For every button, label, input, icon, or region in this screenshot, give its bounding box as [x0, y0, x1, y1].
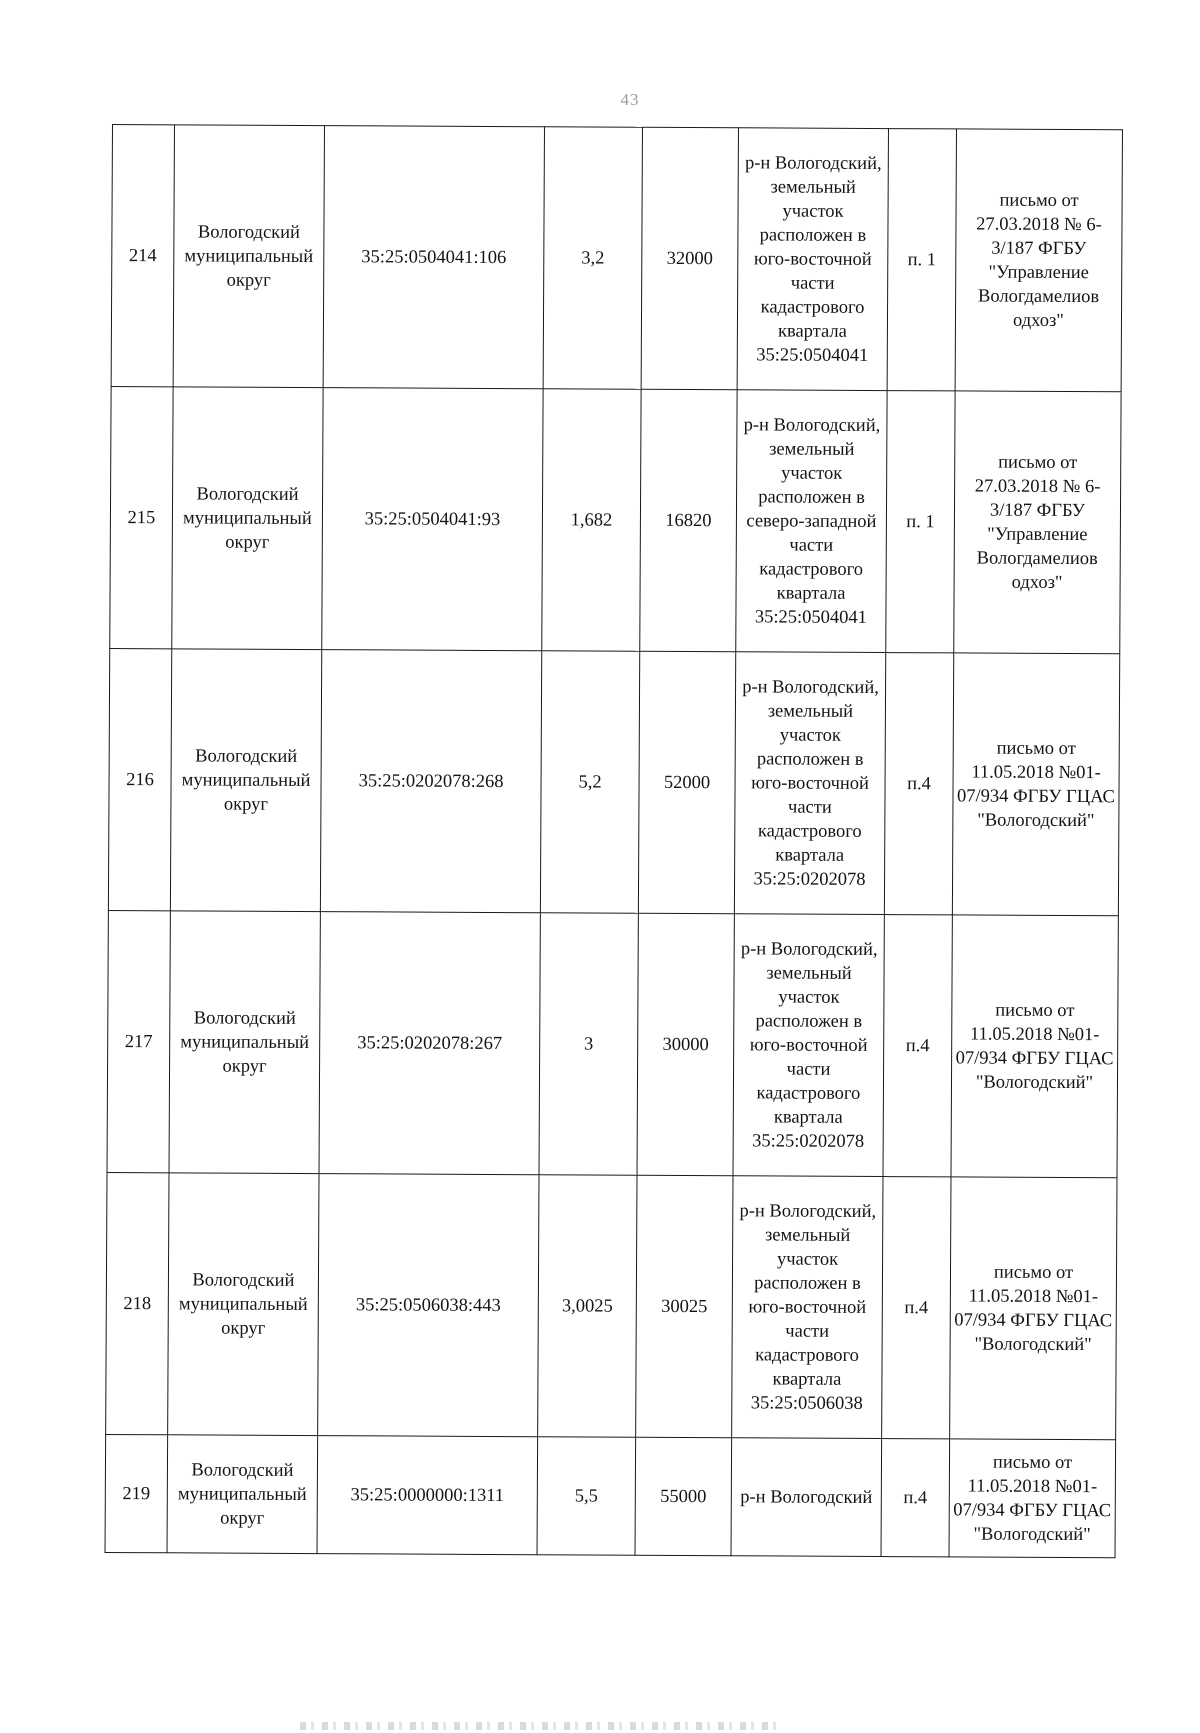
row-number: 216 [108, 648, 171, 910]
area-hectares-cell: 5,2 [540, 651, 639, 914]
municipality-cell: Вологодский муниципальный округ [173, 125, 324, 388]
source-document-cell: письмо от 27.03.2018 № 6-3/187 ФГБУ "Управление Вологдамелиов одхоз" [954, 391, 1121, 654]
source-document-cell: письмо от 27.03.2018 № 6-3/187 ФГБУ "Управление Вологдамелиов одхоз" [955, 129, 1122, 392]
table-row [110, 386, 1121, 653]
cadastral-number-cell: 35:25:0202078:268 [320, 650, 541, 913]
location-cell: р-н Вологодский, земельный участок расположен в юго-восточной части кадастрового квартала 35:25:0504041 [737, 128, 888, 391]
clause-cell: п.4 [884, 653, 953, 915]
table-row [111, 125, 1122, 392]
clause-cell: п.4 [882, 1177, 951, 1439]
municipality-cell: Вологодский муниципальный округ [170, 649, 321, 912]
location-cell: р-н Вологодский, земельный участок расположен в юго-восточной части кадастрового квартала 35:25:0202078 [734, 652, 885, 915]
source-document-cell: письмо от 11.05.2018 №01-07/934 ФГБУ ГЦАС "Вологодский" [950, 1177, 1117, 1440]
page-number: 43 [620, 90, 640, 109]
row-number: 214 [111, 125, 174, 387]
source-document-cell: письмо от 11.05.2018 №01-07/934 ФГБУ ГЦАС "Вологодский" [949, 1439, 1116, 1558]
clause-cell: п.4 [883, 915, 952, 1177]
municipality-cell: Вологодский муниципальный округ [168, 1173, 319, 1436]
area-sqm-cell: 30025 [636, 1175, 733, 1437]
cadastral-number-cell: 35:25:0202078:267 [319, 912, 540, 1175]
source-document-cell: письмо от 11.05.2018 №01-07/934 ФГБУ ГЦАС "Вологодский" [951, 915, 1118, 1178]
cadastral-number-cell: 35:25:0504041:93 [322, 388, 543, 651]
area-sqm-cell: 52000 [638, 651, 735, 913]
row-number: 219 [105, 1434, 168, 1552]
table-row [108, 648, 1119, 915]
location-cell: р-н Вологодский, земельный участок расположен в юго-восточной части кадастрового квартала 35:25:0506038 [732, 1176, 883, 1439]
location-cell: р-н Вологодский, земельный участок расположен в северо-западной части кадастрового квартала 35:25:0504041 [736, 390, 887, 653]
area-hectares-cell: 3,2 [543, 127, 642, 390]
area-sqm-cell: 32000 [641, 127, 738, 389]
area-sqm-cell: 30000 [637, 913, 734, 1175]
municipality-cell: Вологодский муниципальный округ [172, 387, 323, 650]
table-row [105, 1434, 1116, 1557]
cadastral-number-cell: 35:25:0506038:443 [318, 1174, 539, 1437]
area-hectares-cell: 3,0025 [538, 1175, 637, 1438]
area-sqm-cell: 55000 [635, 1437, 732, 1556]
area-hectares-cell: 3 [539, 913, 638, 1176]
location-cell: р-н Вологодский [731, 1438, 882, 1557]
row-number: 215 [110, 386, 173, 648]
clause-cell: п.4 [881, 1439, 950, 1557]
area-sqm-cell: 16820 [640, 389, 737, 651]
table-row [106, 1172, 1117, 1439]
table-row [107, 910, 1118, 1177]
scan-artifact [300, 1722, 780, 1730]
clause-cell: п. 1 [886, 391, 955, 653]
source-document-cell: письмо от 11.05.2018 №01-07/934 ФГБУ ГЦАС "Вологодский" [952, 653, 1119, 916]
clause-cell: п. 1 [887, 129, 956, 391]
cadastral-number-cell: 35:25:0504041:106 [323, 126, 544, 389]
row-number: 217 [107, 910, 170, 1172]
land-plots-table [105, 124, 1123, 1558]
municipality-cell: Вологодский муниципальный округ [169, 911, 320, 1174]
municipality-cell: Вологодский муниципальный округ [167, 1435, 318, 1554]
location-cell: р-н Вологодский, земельный участок расположен в юго-восточной части кадастрового квартала 35:25:0202078 [733, 914, 884, 1177]
cadastral-number-cell: 35:25:0000000:1311 [317, 1436, 538, 1555]
area-hectares-cell: 1,682 [542, 389, 641, 652]
area-hectares-cell: 5,5 [537, 1437, 636, 1556]
row-number: 218 [106, 1172, 169, 1434]
